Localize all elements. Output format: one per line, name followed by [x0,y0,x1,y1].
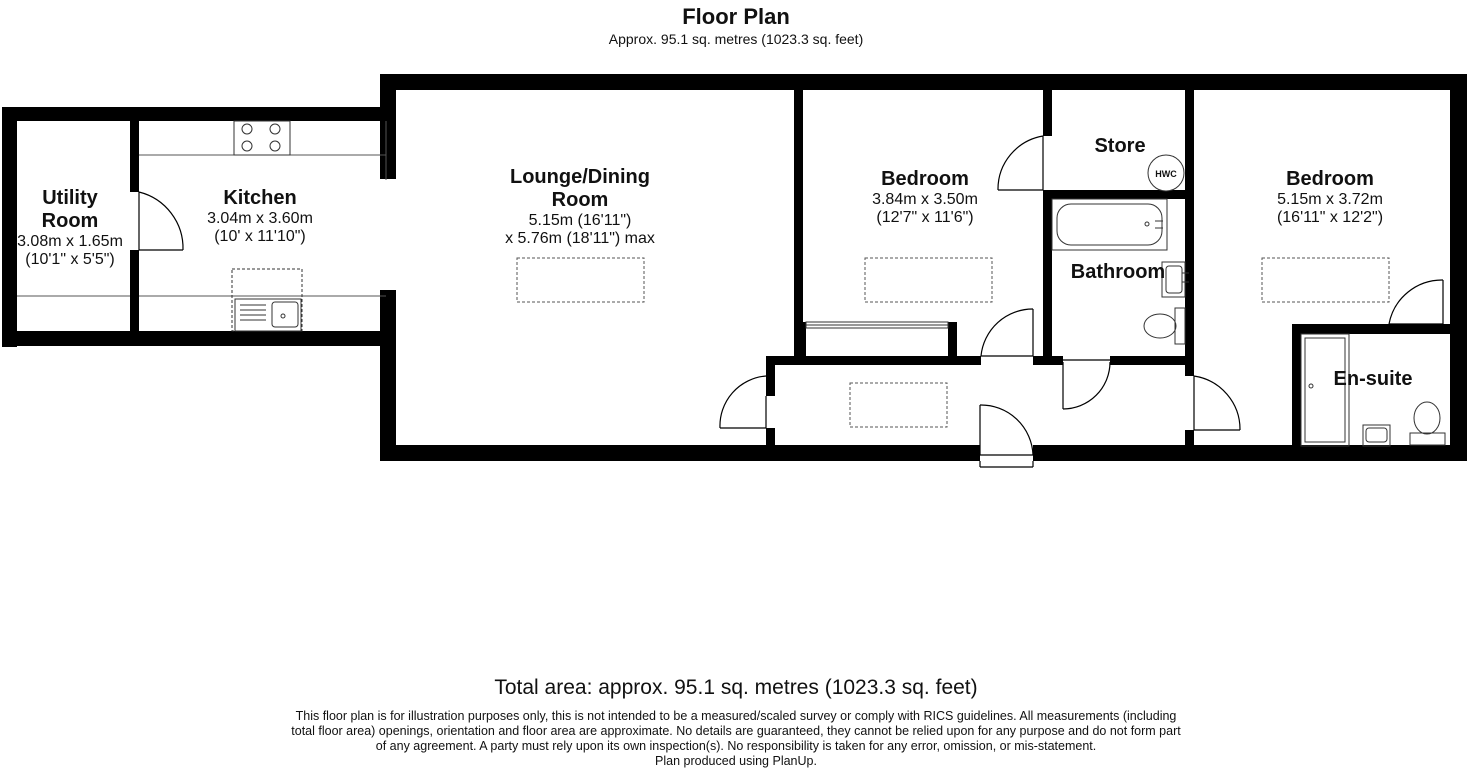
lounge-dim-2: x 5.76m (18'11") max [505,230,655,248]
wardrobe-icon [806,322,948,328]
lounge-name-1: Lounge/Dining [510,166,650,188]
door-swings [139,136,1443,467]
hwc-label: HWC [1155,169,1177,179]
store-name: Store [1094,135,1146,157]
disclaimer [246,709,1226,769]
utility-room-dim-metric: 3.08m x 1.65m [17,233,123,250]
room-label-kitchen [180,187,340,247]
page-subtitle: Approx. 95.1 sq. metres (1023.3 sq. feet) [608,31,864,47]
page-title: Floor Plan [682,4,790,29]
disclaimer-line-4: Plan produced using PlanUp. [655,754,817,768]
ensuite-toilet-icon [1410,402,1445,445]
kitchen-walls [130,107,395,121]
bath-icon [1052,199,1167,250]
kitchen-dim-metric: 3.04m x 3.60m [207,210,313,227]
kitchen-dim-imperial: (10' x 11'10") [214,228,306,246]
hob-icon [234,121,290,155]
bedroom-2-name: Bedroom [1286,168,1374,190]
utility-room-name-1: Utility [42,187,98,209]
outer-walls [380,74,1467,461]
bathroom-toilet-icon [1144,308,1185,344]
room-label-bedroom-2 [1250,168,1410,228]
bedroom-2-dim-metric: 5.15m x 3.72m [1277,191,1383,208]
ensuite-basin-icon [1363,425,1390,446]
utility-room-name-2: Room [41,210,99,232]
total-area: Total area: approx. 95.1 sq. metres (1023.3 sq. feet) [494,676,978,699]
room-label-ensuite [1318,368,1428,391]
kitchen-name: Kitchen [223,187,297,209]
room-label-store [1075,135,1165,158]
disclaimer-line-1: This floor plan is for illustration purposes only, this is not intended to be a measured/scaled survey or comply with RICS guidelines. All measurements (including [295,709,1177,723]
hot-water-cylinder-icon [1148,155,1184,191]
room-label-bedroom-1 [845,168,1005,228]
utility-room-dim-imperial: (10'1" x 5'5") [25,251,115,269]
lounge-dim-1: 5.15m (16'11") [528,212,632,229]
disclaimer-line-2: total floor area) openings, orientation and floor area are approximate. No details are guaranteed, they cannot be relied upon for any purpose and do not form part [291,724,1181,738]
room-label-utility [0,187,150,270]
bedroom-1-name: Bedroom [881,168,969,190]
bedroom-1-dim-metric: 3.84m x 3.50m [872,191,978,208]
bedroom-1-dim-imperial: (12'7" x 11'6") [876,209,974,227]
room-label-lounge [470,166,690,249]
kitchen-sink-icon [232,269,302,331]
disclaimer-line-3: of any agreement. A party must rely upon its own inspection(s). No responsibility is taken for any error, omission, or mis-statement. [375,739,1097,753]
lounge-name-2: Room [551,189,609,211]
bedroom-2-dim-imperial: (16'11" x 12'2") [1276,209,1384,227]
bathroom-name: Bathroom [1070,261,1166,283]
ensuite-name: En-suite [1333,368,1413,390]
room-label-bathroom [1058,261,1178,284]
